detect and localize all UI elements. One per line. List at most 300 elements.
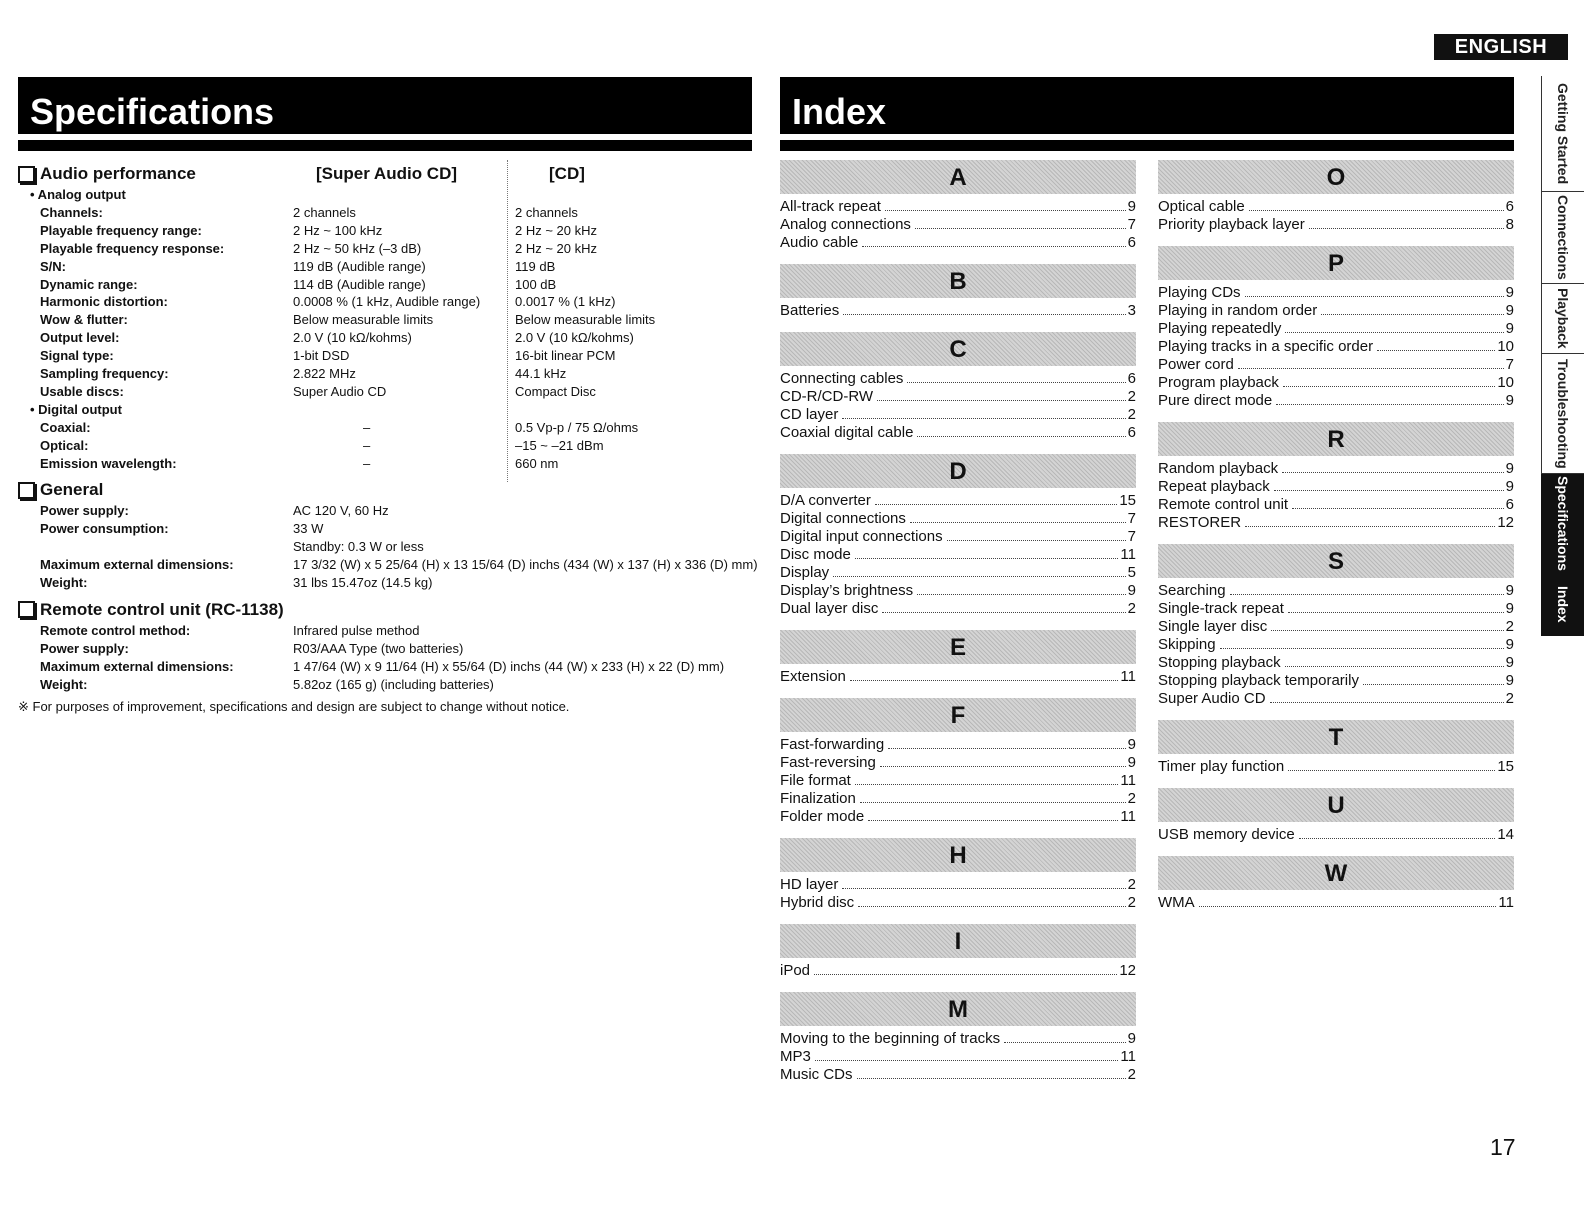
- cd-value: 16-bit linear PCM: [515, 348, 616, 364]
- cd-value: –15 ~ –21 dBm: [515, 437, 604, 453]
- dot-leader: [850, 680, 1119, 681]
- dot-leader: [1288, 612, 1504, 613]
- spec-label: Maximum external dimensions:: [40, 557, 234, 573]
- spec-row: [18, 556, 758, 574]
- index-page: 11: [1498, 894, 1514, 911]
- sacd-value: 2 channels: [293, 205, 356, 220]
- spec-value: 33 W: [293, 521, 324, 537]
- spec-row: [18, 455, 758, 473]
- spec-label: Power supply:: [40, 640, 129, 656]
- index-entry: [1158, 374, 1514, 392]
- side-tab-label: Playback: [1555, 288, 1571, 349]
- index-term: CD layer: [780, 406, 839, 423]
- dot-leader: [1282, 472, 1504, 473]
- cd-value: 2.0 V (10 kΩ/kohms): [515, 330, 634, 346]
- dot-leader: [875, 504, 1117, 505]
- checkbox-icon: [18, 166, 35, 183]
- spec-label: Power supply:: [40, 503, 129, 519]
- dot-leader: [1377, 350, 1495, 351]
- index-page: 9: [1505, 654, 1514, 671]
- index-page: 15: [1119, 492, 1136, 509]
- index-letter-p: P: [1158, 246, 1514, 280]
- index-group: [1158, 788, 1514, 844]
- spec-row: [18, 311, 758, 329]
- index-page: 2: [1127, 876, 1136, 893]
- index-letter-c: C: [780, 332, 1136, 366]
- index-entry: [1158, 320, 1514, 338]
- index-page: 10: [1497, 374, 1514, 391]
- index-entry: [780, 600, 1136, 618]
- index-entry: [1158, 216, 1514, 234]
- index-term: RESTORER: [1158, 514, 1242, 531]
- dot-leader: [1321, 314, 1503, 315]
- index-page: 6: [1127, 234, 1136, 251]
- index-term: Digital connections: [780, 510, 906, 527]
- index-entry: [780, 582, 1136, 600]
- index-term: Stopping playback: [1158, 654, 1281, 671]
- index-term: Music CDs: [780, 1066, 853, 1083]
- index-group: [780, 992, 1136, 1084]
- side-tab-connections[interactable]: [1541, 192, 1584, 284]
- index-entry: [780, 1048, 1136, 1066]
- index-page: 6: [1127, 424, 1136, 441]
- index-group: [1158, 246, 1514, 410]
- dot-leader: [814, 974, 1117, 975]
- index-entry: [780, 234, 1136, 252]
- dot-leader: [1004, 1042, 1126, 1043]
- dot-leader: [1270, 702, 1504, 703]
- index-entry: [780, 492, 1136, 510]
- cd-value: 100 dB: [515, 276, 557, 292]
- index-page: 9: [1127, 754, 1136, 771]
- side-tab-playback[interactable]: [1541, 284, 1584, 354]
- sacd-value: –: [363, 437, 371, 453]
- dot-leader: [858, 906, 1125, 907]
- index-entry: [1158, 758, 1514, 776]
- index-page: 3: [1127, 302, 1136, 319]
- dot-leader: [815, 1060, 1119, 1061]
- spec-row: [18, 293, 758, 311]
- dot-leader: [1220, 648, 1504, 649]
- index-entry: [1158, 636, 1514, 654]
- index-letter-t: T: [1158, 720, 1514, 754]
- spec-label: Playable frequency range:: [40, 222, 202, 238]
- audio-performance-heading: [18, 162, 758, 186]
- index-group: [1158, 856, 1514, 912]
- dot-leader: [915, 228, 1126, 229]
- sacd-value: Super Audio CD: [293, 383, 387, 399]
- dot-leader: [1238, 368, 1504, 369]
- spec-label: Sampling frequency:: [40, 366, 169, 382]
- cd-value: 119 dB: [515, 258, 556, 274]
- index-page: 2: [1127, 600, 1136, 617]
- remote-table: [18, 622, 758, 694]
- sacd-value: 2.822 MHz: [293, 366, 356, 382]
- side-tab-index[interactable]: [1541, 574, 1584, 636]
- spec-value: R03/AAA Type (two batteries): [293, 640, 464, 656]
- index-term: Optical cable: [1158, 198, 1245, 215]
- index-page: 9: [1127, 1030, 1136, 1047]
- dot-leader: [1292, 508, 1504, 509]
- index-page: 11: [1120, 772, 1136, 789]
- index-group: [780, 838, 1136, 912]
- spec-row: [18, 329, 758, 347]
- cd-value: 2 Hz ~ 20 kHz: [515, 240, 598, 256]
- dot-leader: [888, 748, 1125, 749]
- index-term: Searching: [1158, 582, 1226, 599]
- spec-value: 1 47/64 (W) x 9 11/64 (H) x 55/64 (D) inchs (44 (W) x 233 (H) x 22 (D) mm): [293, 658, 725, 674]
- index-entry: [1158, 496, 1514, 514]
- index-group: [1158, 422, 1514, 532]
- index-term: Extension: [780, 668, 846, 685]
- index-group: [780, 454, 1136, 618]
- spec-label: Maximum external dimensions:: [40, 658, 234, 674]
- index-page: 14: [1497, 826, 1514, 843]
- spec-label: Optical:: [40, 437, 89, 453]
- index-term: Coaxial digital cable: [780, 424, 914, 441]
- index-term: Finalization: [780, 790, 856, 807]
- index-group: [780, 630, 1136, 686]
- index-entry: [1158, 478, 1514, 496]
- spec-label: Remote control method:: [40, 622, 191, 638]
- specifications-section: [18, 160, 758, 715]
- index-term: Remote control unit: [1158, 496, 1289, 513]
- index-term: Fast-forwarding: [780, 736, 885, 753]
- spec-label: Power consumption:: [40, 521, 169, 537]
- spec-label: S/N:: [40, 258, 66, 274]
- index-page: 9: [1505, 392, 1514, 409]
- dot-leader: [860, 802, 1126, 803]
- index-entry: [1158, 460, 1514, 478]
- specifications-note: ※ For purposes of improvement, specifications and design are subject to change without notice.: [18, 699, 570, 715]
- spec-label: Output level:: [40, 330, 120, 346]
- index-entry: [1158, 826, 1514, 844]
- index-term: Playing tracks in a specific order: [1158, 338, 1374, 355]
- spec-row: [18, 204, 758, 222]
- spec-value: AC 120 V, 60 Hz: [293, 503, 389, 519]
- cd-column-header: [CD]: [549, 164, 585, 183]
- index-page: 7: [1127, 528, 1136, 545]
- index-entry: [1158, 198, 1514, 216]
- dot-leader: [1274, 490, 1504, 491]
- index-letter-u: U: [1158, 788, 1514, 822]
- index-entry: [780, 876, 1136, 894]
- index-letter-e: E: [780, 630, 1136, 664]
- index-term: File format: [780, 772, 851, 789]
- index-entry: [1158, 356, 1514, 374]
- spec-label: Dynamic range:: [40, 276, 138, 292]
- index-term: Power cord: [1158, 356, 1234, 373]
- index-entry: [1158, 514, 1514, 532]
- cd-value: 0.0017 % (1 kHz): [515, 294, 616, 310]
- index-term: Display: [780, 564, 830, 581]
- spec-value: 5.82oz (165 g) (including batteries): [293, 676, 494, 692]
- index-term: USB memory device: [1158, 826, 1295, 843]
- index-entry: [780, 216, 1136, 234]
- index-page: 11: [1120, 668, 1136, 685]
- index-page: 2: [1127, 406, 1136, 423]
- index-term: Dual layer disc: [780, 600, 879, 617]
- index-entry: [780, 424, 1136, 442]
- index-page: 9: [1505, 320, 1514, 337]
- index-page: 6: [1505, 198, 1514, 215]
- index-entry: [1158, 654, 1514, 672]
- spec-row: [18, 658, 758, 676]
- index-entry: [780, 772, 1136, 790]
- index-page: 7: [1127, 216, 1136, 233]
- index-page: 9: [1505, 582, 1514, 599]
- index-term: Playing repeatedly: [1158, 320, 1282, 337]
- index-entry: [780, 564, 1136, 582]
- index-entry: [780, 388, 1136, 406]
- dot-leader: [1288, 770, 1495, 771]
- index-group: [780, 924, 1136, 980]
- dot-leader: [907, 382, 1125, 383]
- index-page: 7: [1505, 356, 1514, 373]
- dot-leader: [868, 820, 1118, 821]
- index-page: 9: [1127, 736, 1136, 753]
- index-page: 9: [1505, 636, 1514, 653]
- index-entry: [1158, 582, 1514, 600]
- dot-leader: [843, 314, 1125, 315]
- index-letter-r: R: [1158, 422, 1514, 456]
- cd-value: Compact Disc: [515, 383, 596, 399]
- index-entry: [780, 1030, 1136, 1048]
- side-tab-troubleshooting[interactable]: [1541, 354, 1584, 474]
- index-group: [780, 698, 1136, 826]
- specifications-rule: [18, 140, 752, 151]
- spec-row: [18, 520, 758, 538]
- dot-leader: [855, 558, 1119, 559]
- index-term: Moving to the beginning of tracks: [780, 1030, 1001, 1047]
- dot-leader: [947, 540, 1126, 541]
- sacd-value: 1-bit DSD: [293, 348, 350, 364]
- index-entry: [780, 198, 1136, 216]
- spec-row: [18, 222, 758, 240]
- dot-leader: [842, 888, 1125, 889]
- remote-label: Remote control unit (RC-1138): [40, 599, 284, 619]
- spec-label: Playable frequency response:: [40, 240, 225, 256]
- index-letter-i: I: [780, 924, 1136, 958]
- index-letter-m: M: [780, 992, 1136, 1026]
- index-page: 9: [1505, 302, 1514, 319]
- spec-row: [18, 365, 758, 383]
- dot-leader: [1283, 386, 1495, 387]
- index-term: Random playback: [1158, 460, 1279, 477]
- spec-row: [18, 240, 758, 258]
- index-page: 9: [1505, 460, 1514, 477]
- index-rule: [780, 140, 1514, 151]
- index-entry: [780, 510, 1136, 528]
- checkbox-icon: [18, 482, 35, 499]
- dot-leader: [1285, 666, 1504, 667]
- specifications-title: Specifications: [18, 77, 752, 134]
- index-entry: [1158, 338, 1514, 356]
- index-entry: [780, 302, 1136, 320]
- index-letter-f: F: [780, 698, 1136, 732]
- spec-label: [18, 538, 293, 556]
- index-entry: [1158, 618, 1514, 636]
- side-navigation-tabs: [1541, 76, 1584, 636]
- index-term: Analog connections: [780, 216, 911, 233]
- dot-leader: [1199, 906, 1497, 907]
- dot-leader: [1249, 210, 1504, 211]
- sacd-value: 2 Hz ~ 50 kHz (–3 dB): [293, 240, 422, 256]
- index-letter-a: A: [780, 160, 1136, 194]
- sacd-column-header: [Super Audio CD]: [316, 164, 458, 183]
- spec-label: Wow & flutter:: [40, 312, 128, 328]
- index-page: 2: [1127, 790, 1136, 807]
- index-page: 2: [1505, 690, 1514, 707]
- spec-row: [18, 437, 758, 455]
- sacd-value: Below measurable limits: [293, 312, 434, 328]
- side-tab-label: Index: [1555, 586, 1571, 623]
- index-entry: [1158, 600, 1514, 618]
- dot-leader: [855, 784, 1119, 785]
- spec-row: [18, 676, 758, 694]
- index-term: Repeat playback: [1158, 478, 1270, 495]
- spec-label: Harmonic distortion:: [40, 294, 168, 310]
- index-page: 6: [1505, 496, 1514, 513]
- index-page: 6: [1127, 370, 1136, 387]
- index-page: 7: [1127, 510, 1136, 527]
- spec-row: [18, 383, 758, 401]
- cd-value: 2 channels: [515, 205, 578, 220]
- index-term: Skipping: [1158, 636, 1216, 653]
- index-letter-b: B: [780, 264, 1136, 298]
- index-term: Playing in random order: [1158, 302, 1318, 319]
- index-entry: [1158, 392, 1514, 410]
- index-page: 12: [1119, 962, 1136, 979]
- dot-leader: [1363, 684, 1504, 685]
- dot-leader: [1276, 404, 1503, 405]
- index-term: Fast-reversing: [780, 754, 876, 771]
- dot-leader: [857, 1078, 1126, 1079]
- index-page: 2: [1127, 894, 1136, 911]
- spec-row: [18, 622, 758, 640]
- index-group: [780, 332, 1136, 442]
- index-entry: [1158, 672, 1514, 690]
- index-entry: [780, 790, 1136, 808]
- sacd-value: 2.0 V (10 kΩ/kohms): [293, 330, 412, 346]
- index-group: [1158, 720, 1514, 776]
- index-term: Display’s brightness: [780, 582, 914, 599]
- spec-value: Infrared pulse method: [293, 622, 420, 638]
- spec-value: 17 3/32 (W) x 5 25/64 (H) x 13 15/64 (D) inchs (434 (W) x 137 (H) x 336 (D) mm): [293, 557, 758, 573]
- index-letter-d: D: [780, 454, 1136, 488]
- language-tab: ENGLISH: [1434, 34, 1568, 60]
- index-letter-o: O: [1158, 160, 1514, 194]
- dot-leader: [833, 576, 1125, 577]
- dot-leader: [917, 436, 1125, 437]
- index-letter-w: W: [1158, 856, 1514, 890]
- index-page: 11: [1120, 546, 1136, 563]
- index-entry: [780, 754, 1136, 772]
- index-page: 9: [1505, 600, 1514, 617]
- index-entry: [780, 370, 1136, 388]
- cd-value: Below measurable limits: [515, 312, 656, 328]
- index-entry: [1158, 690, 1514, 708]
- index-group: [780, 160, 1136, 252]
- index-term: Hybrid disc: [780, 894, 855, 911]
- dot-leader: [1230, 594, 1504, 595]
- dot-leader: [1299, 838, 1496, 839]
- index-term: Super Audio CD: [1158, 690, 1266, 707]
- index-term: Connecting cables: [780, 370, 904, 387]
- index-left-column: [780, 160, 1136, 1096]
- spec-label: Usable discs:: [40, 383, 124, 399]
- sacd-value: 0.0008 % (1 kHz, Audible range): [293, 294, 481, 310]
- dot-leader: [1245, 526, 1495, 527]
- index-entry: [780, 406, 1136, 424]
- index-entry: [780, 894, 1136, 912]
- index-group: [1158, 544, 1514, 708]
- index-term: iPod: [780, 962, 811, 979]
- spec-row: [18, 347, 758, 365]
- index-page: 11: [1120, 808, 1136, 825]
- index-page: 2: [1505, 618, 1514, 635]
- index-term: Disc mode: [780, 546, 851, 563]
- spec-row: [18, 538, 758, 556]
- index-term: Priority playback layer: [1158, 216, 1305, 233]
- index-term: HD layer: [780, 876, 839, 893]
- remote-heading: [18, 598, 758, 622]
- spec-row: [18, 640, 758, 658]
- index-page: 9: [1127, 582, 1136, 599]
- side-tab-specifications[interactable]: [1541, 474, 1584, 574]
- side-tab-getting-started[interactable]: [1541, 76, 1584, 192]
- index-page: 15: [1497, 758, 1514, 775]
- dot-leader: [1285, 332, 1503, 333]
- index-group: [1158, 160, 1514, 234]
- index-term: D/A converter: [780, 492, 871, 509]
- index-term: Batteries: [780, 302, 840, 319]
- index-term: Folder mode: [780, 808, 865, 825]
- dot-leader: [917, 594, 1126, 595]
- index-page: 9: [1505, 284, 1514, 301]
- audio-performance-label: Audio performance: [40, 164, 196, 183]
- dot-leader: [1309, 228, 1504, 229]
- index-entry: [1158, 284, 1514, 302]
- index-term: Program playback: [1158, 374, 1279, 391]
- index-page: 11: [1120, 1048, 1136, 1065]
- spec-value: Standby: 0.3 W or less: [293, 539, 424, 555]
- index-term: Single-track repeat: [1158, 600, 1284, 617]
- analog-output-label: • Analog output: [30, 187, 126, 202]
- index-term: Audio cable: [780, 234, 859, 251]
- sacd-value: 2 Hz ~ 100 kHz: [293, 222, 383, 238]
- index-entry: [780, 528, 1136, 546]
- index-page: 9: [1505, 478, 1514, 495]
- spec-row: [18, 502, 758, 520]
- spec-label: Coaxial:: [40, 419, 91, 435]
- index-entry: [780, 736, 1136, 754]
- index-page: 2: [1127, 388, 1136, 405]
- page-number: 17: [1490, 1134, 1516, 1160]
- index-entry: [1158, 302, 1514, 320]
- dot-leader: [910, 522, 1126, 523]
- sacd-value: 114 dB (Audible range): [293, 276, 426, 292]
- general-label: General: [40, 480, 104, 500]
- general-heading: [18, 478, 758, 502]
- sacd-value: –: [363, 419, 371, 435]
- index-group: [780, 264, 1136, 320]
- digital-output-table: [18, 419, 758, 473]
- index-term: MP3: [780, 1048, 811, 1065]
- side-tab-label: Getting Started: [1555, 82, 1571, 185]
- spec-label: Channels:: [40, 205, 103, 220]
- index-term: WMA: [1158, 894, 1195, 911]
